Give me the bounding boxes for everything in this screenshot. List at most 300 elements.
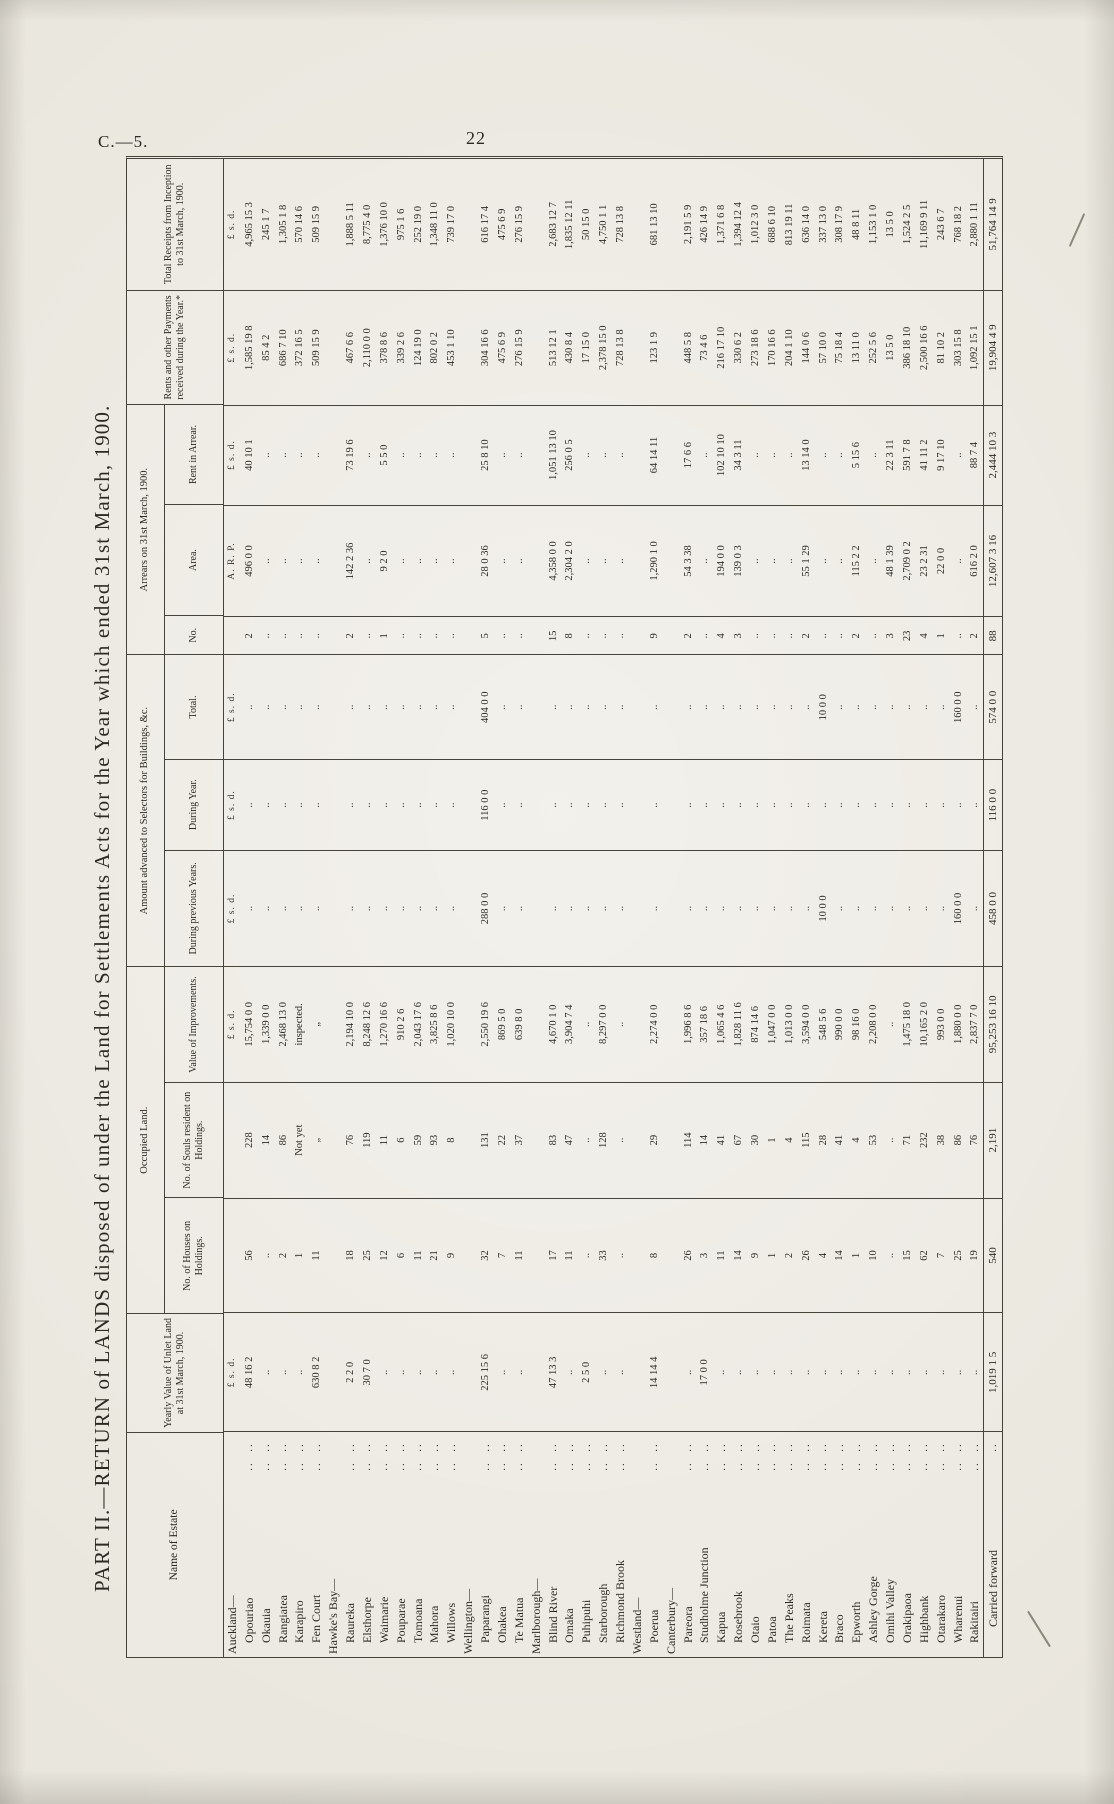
data-cell-s: 4	[781, 1083, 798, 1199]
dot-leader: .. ..	[547, 1442, 560, 1471]
data-cell-r: 448 5 8	[680, 291, 697, 406]
data-cell-ar	[663, 506, 680, 618]
data-cell-no: ..	[747, 617, 764, 655]
data-cell-ar: ..	[292, 506, 309, 618]
data-cell-ap: ..	[292, 851, 309, 967]
data-cell-y: 2 5 0	[578, 1313, 595, 1432]
data-cell-t: 1,371 6 8	[713, 159, 730, 291]
data-cell-at: ..	[916, 655, 933, 760]
data-cell-no: 2	[798, 617, 815, 655]
estate-row	[815, 159, 832, 1657]
data-cell-s: 115	[798, 1083, 815, 1199]
data-cell-t	[629, 159, 646, 291]
data-cell-ap	[528, 851, 545, 967]
data-cell-t: 728 13 8	[612, 159, 629, 291]
data-cell-at: ..	[646, 655, 663, 760]
data-cell-y: ..	[798, 1313, 815, 1432]
data-cell-h: 3	[697, 1199, 714, 1314]
data-cell-ar: ..	[308, 506, 325, 618]
data-cell-ay: ..	[832, 760, 849, 851]
col-group-arrears-label: Arrears on 31st March, 1900.	[127, 405, 165, 654]
data-cell-s: 38	[933, 1083, 950, 1199]
data-cell-y: 48 16 2	[241, 1313, 258, 1432]
data-cell-s: 93	[427, 1083, 444, 1199]
data-cell-ap: ..	[443, 851, 460, 967]
estate-row	[595, 159, 612, 1657]
data-cell-ar: ..	[275, 506, 292, 618]
estate-name-cell: Auckland—	[224, 1595, 239, 1654]
data-cell-at: ..	[730, 655, 747, 760]
estate-name-cell: Omaka .. ..	[562, 1442, 577, 1643]
col-header-rents-received: Rents and other Payments received during the Year.*	[127, 291, 223, 406]
data-cell-t: 243 6 7	[933, 159, 950, 291]
estate-row	[646, 159, 663, 1657]
data-cell-t: 4,965 15 3	[241, 159, 258, 291]
data-cell-r: 475 6 9	[494, 291, 511, 406]
data-cell-no: ..	[443, 617, 460, 655]
data-cell-ay	[325, 760, 342, 851]
data-cell-h: 11	[562, 1199, 579, 1314]
data-cell-h: 33	[595, 1199, 612, 1314]
data-cell-ra: ..	[950, 406, 967, 506]
data-cell-v	[629, 967, 646, 1083]
dot-leader: .. ..	[833, 1442, 846, 1471]
data-cell-at: ..	[308, 655, 325, 760]
data-cell-r: 430 8 4	[562, 291, 579, 406]
dot-leader: .. ..	[901, 1442, 914, 1471]
data-cell-y: ..	[865, 1313, 882, 1432]
dot-leader: .. ..	[867, 1442, 880, 1471]
data-cell-v: 10,165 2 0	[916, 967, 933, 1083]
data-cell-t	[460, 159, 477, 291]
data-cell-y: 630 8 2	[308, 1313, 325, 1432]
data-cell-h: 11	[308, 1199, 325, 1314]
data-cell-no: ..	[612, 617, 629, 655]
estate-name-cell: Braco .. ..	[832, 1442, 847, 1643]
data-cell-ay: ..	[578, 760, 595, 851]
total-cell-at: 574 0 0	[984, 655, 1002, 760]
data-cell-r: 467 6 6	[342, 291, 359, 406]
data-cell-h: 32	[477, 1199, 494, 1314]
data-cell-ar: 23 2 31	[916, 506, 933, 618]
data-cell-h: ..	[578, 1199, 595, 1314]
estate-name-cell: Otaio .. ..	[748, 1442, 763, 1643]
col-header-advanced-year: During Year.	[165, 760, 223, 851]
data-cell-ar: ..	[747, 506, 764, 618]
data-cell-at: ..	[275, 655, 292, 760]
dot-leader: .. ..	[445, 1442, 458, 1471]
data-cell-no: 15	[545, 617, 562, 655]
data-cell-t: 768 18 2	[950, 159, 967, 291]
data-cell-ay: ..	[612, 760, 629, 851]
total-cell-h: 540	[984, 1199, 1002, 1314]
dot-leader: .. ..	[412, 1442, 425, 1471]
data-cell-ay: ..	[308, 760, 325, 851]
data-cell-h	[629, 1199, 646, 1314]
data-cell-r: £ s. d.	[224, 291, 241, 406]
data-cell-t: 975 1 6	[393, 159, 410, 291]
table-title: PART II.—RETURN of LANDS disposed of under the Land for Settlements Acts for the Year which ended 31st March, 1900.	[90, 404, 114, 1592]
data-cell-ra	[325, 406, 342, 506]
data-cell-y	[460, 1313, 477, 1432]
data-cell-no: ..	[781, 617, 798, 655]
data-cell-h: 11	[410, 1199, 427, 1314]
total-cell-ra: 2,444 10 3	[984, 406, 1002, 506]
estate-name-cell: Studholme Junction .. ..	[697, 1442, 712, 1643]
data-cell-r: 170 16 6	[764, 291, 781, 406]
data-cell-h	[663, 1199, 680, 1314]
estate-name-cell: Elsthorpe .. ..	[359, 1442, 374, 1643]
data-cell-t: 2,191 5 9	[680, 159, 697, 291]
data-cell-v: 869 5 0	[494, 967, 511, 1083]
data-cell-ra: ..	[410, 406, 427, 506]
data-cell-no: ..	[697, 617, 714, 655]
estate-row	[730, 159, 747, 1657]
data-cell-t: 475 6 9	[494, 159, 511, 291]
data-cell-ay: ..	[595, 760, 612, 851]
data-cell-h: 62	[916, 1199, 933, 1314]
data-cell-ar: ..	[393, 506, 410, 618]
data-cell-ra: 1,051 13 10	[545, 406, 562, 506]
data-cell-r	[325, 291, 342, 406]
data-cell-ap: ..	[562, 851, 579, 967]
data-cell-ay: ..	[427, 760, 444, 851]
data-cell-h: 7	[494, 1199, 511, 1314]
data-cell-at: ..	[832, 655, 849, 760]
data-cell-at: 404 0 0	[477, 655, 494, 760]
data-cell-r	[629, 291, 646, 406]
data-cell-ar: ..	[578, 506, 595, 618]
estate-row	[713, 159, 730, 1657]
data-cell-ra: 73 19 6	[342, 406, 359, 506]
data-cell-ay: ..	[376, 760, 393, 851]
data-cell-h: 14	[730, 1199, 747, 1314]
data-cell-r: 13 11 0	[848, 291, 865, 406]
data-cell-r: 304 16 6	[477, 291, 494, 406]
data-cell-v: 639 8 0	[511, 967, 528, 1083]
data-cell-y: ..	[848, 1313, 865, 1432]
data-cell-ar	[460, 506, 477, 618]
data-cell-y: ..	[832, 1313, 849, 1432]
data-cell-ra: ..	[359, 406, 376, 506]
col-group-amount-advanced-label: Amount advanced to Selectors for Buildings, &c.	[127, 655, 165, 966]
data-cell-y: ..	[410, 1313, 427, 1432]
data-cell-ap: £ s. d.	[224, 851, 241, 967]
data-cell-s: 83	[545, 1083, 562, 1199]
data-cell-ra	[663, 406, 680, 506]
data-cell-h: 56	[241, 1199, 258, 1314]
estate-row	[511, 159, 528, 1657]
data-cell-at: £ s. d.	[224, 655, 241, 760]
col-header-arrears-area: Area.	[165, 505, 223, 617]
data-cell-v: „	[308, 967, 325, 1083]
estate-name-cell: Karapiro .. ..	[292, 1442, 307, 1643]
data-cell-r: 57 10 0	[815, 291, 832, 406]
data-cell-no	[325, 617, 342, 655]
data-cell-v: £ s. d.	[224, 967, 241, 1083]
estate-name-cell: Pareora .. ..	[680, 1442, 695, 1643]
data-cell-no: ..	[595, 617, 612, 655]
data-cell-ap: ..	[410, 851, 427, 967]
data-cell-ay: ..	[933, 760, 950, 851]
estate-name-cell: Okauia .. ..	[258, 1442, 273, 1643]
data-cell-s: 114	[680, 1083, 697, 1199]
data-cell-ay	[629, 760, 646, 851]
data-cell-no: 9	[646, 617, 663, 655]
data-cell-t: 276 15 9	[511, 159, 528, 291]
data-cell-r: 2,378 15 0	[595, 291, 612, 406]
data-cell-no	[663, 617, 680, 655]
data-cell-y	[629, 1313, 646, 1432]
data-cell-ay: ..	[680, 760, 697, 851]
estate-name-cell: Raureka .. ..	[343, 1442, 358, 1643]
data-cell-v: ..	[612, 967, 629, 1083]
estate-name-cell: Westland—	[629, 1597, 644, 1654]
data-cell-v: 2,194 10 0	[342, 967, 359, 1083]
data-cell-no: ..	[292, 617, 309, 655]
data-cell-at: ..	[410, 655, 427, 760]
data-cell-ap: ..	[241, 851, 258, 967]
estate-row	[950, 159, 967, 1657]
estate-row	[292, 159, 309, 1657]
data-cell-y: ..	[781, 1313, 798, 1432]
data-cell-at: ..	[747, 655, 764, 760]
data-cell-h: 11	[713, 1199, 730, 1314]
data-cell-ay: ..	[443, 760, 460, 851]
data-cell-y: ..	[899, 1313, 916, 1432]
estate-name-cell: Wharenui .. ..	[950, 1442, 965, 1643]
data-cell-at: ..	[376, 655, 393, 760]
data-cell-s: 128	[595, 1083, 612, 1199]
data-cell-v	[663, 967, 680, 1083]
data-cell-r	[460, 291, 477, 406]
dot-leader: .. ..	[580, 1442, 593, 1471]
data-cell-v: 1,065 4 6	[713, 967, 730, 1083]
rotated-table-area	[88, 158, 1010, 1658]
data-cell-no: ..	[764, 617, 781, 655]
data-cell-s: 76	[342, 1083, 359, 1199]
dot-leader: .. ..	[935, 1442, 948, 1471]
estate-row	[933, 159, 950, 1657]
data-cell-v	[325, 967, 342, 1083]
data-cell-s: ..	[612, 1083, 629, 1199]
data-cell-at	[528, 655, 545, 760]
data-cell-at: ..	[562, 655, 579, 760]
data-cell-ay: ..	[730, 760, 747, 851]
data-cell-no: 2	[848, 617, 865, 655]
data-cell-ra: ..	[258, 406, 275, 506]
data-cell-ar	[629, 506, 646, 618]
data-cell-no: 2	[241, 617, 258, 655]
data-cell-y: ..	[443, 1313, 460, 1432]
data-cell-at: ..	[258, 655, 275, 760]
data-cell-t: 308 17 9	[832, 159, 849, 291]
data-cell-ap: ..	[494, 851, 511, 967]
data-cell-v: 1,828 11 6	[730, 967, 747, 1083]
estate-name-cell: Epworth .. ..	[849, 1442, 864, 1643]
data-cell-ra: 88 7 4	[967, 406, 984, 506]
data-cell-r: 73 4 6	[697, 291, 714, 406]
data-cell-t: 739 17 0	[443, 159, 460, 291]
data-cell-s: 41	[832, 1083, 849, 1199]
data-cell-v: 1,270 16 6	[376, 967, 393, 1083]
data-cell-s: 86	[950, 1083, 967, 1199]
data-cell-at: ..	[967, 655, 984, 760]
data-cell-s: 37	[511, 1083, 528, 1199]
dot-leader: .. ..	[749, 1442, 762, 1471]
data-cell-t: 1,394 12 4	[730, 159, 747, 291]
data-cell-h: ..	[612, 1199, 629, 1314]
data-cell-at	[460, 655, 477, 760]
dot-leader: .. ..	[952, 1442, 965, 1471]
data-cell-ra: ..	[764, 406, 781, 506]
data-cell-v: inspected.	[292, 967, 309, 1083]
data-cell-ap: ..	[376, 851, 393, 967]
data-cell-v: 1,996 8 6	[680, 967, 697, 1083]
data-cell-v: 910 2 6	[393, 967, 410, 1083]
estate-name-cell: Te Matua .. ..	[511, 1442, 526, 1643]
col-header-houses: No. of Houses on Holdings.	[182, 1220, 205, 1291]
estate-row	[545, 159, 562, 1657]
estate-row	[899, 159, 916, 1657]
data-cell-no	[528, 617, 545, 655]
data-cell-y: ..	[494, 1313, 511, 1432]
data-cell-at: 10 0 0	[815, 655, 832, 760]
data-cell-ap: ..	[747, 851, 764, 967]
total-cell-ar: 12,607 3 16	[984, 506, 1002, 618]
data-cell-at: ..	[595, 655, 612, 760]
pen-backslash-mark	[1027, 1611, 1051, 1648]
estate-name-cell: Richmond Brook .. ..	[613, 1442, 628, 1643]
data-cell-t	[325, 159, 342, 291]
data-cell-ap: ..	[258, 851, 275, 967]
data-cell-ay: ..	[393, 760, 410, 851]
data-cell-ar: 496 0 0	[241, 506, 258, 618]
data-cell-no: ..	[578, 617, 595, 655]
data-cell-v: ..	[882, 967, 899, 1083]
data-cell-at	[325, 655, 342, 760]
data-cell-ay	[663, 760, 680, 851]
data-cell-y: ..	[612, 1313, 629, 1432]
dot-leader: .. ..	[378, 1442, 391, 1471]
dot-leader: .. ..	[850, 1442, 863, 1471]
settlements-return-table	[126, 156, 1003, 1658]
data-cell-v: 990 0 0	[832, 967, 849, 1083]
data-cell-v: 993 0 0	[933, 967, 950, 1083]
estate-row	[798, 159, 815, 1657]
data-cell-r: 124 19 0	[410, 291, 427, 406]
data-cell-s	[528, 1083, 545, 1199]
data-cell-h: 8	[646, 1199, 663, 1314]
data-cell-s	[224, 1083, 241, 1199]
district-group-row	[325, 159, 342, 1657]
data-cell-ay: ..	[916, 760, 933, 851]
data-cell-s	[325, 1083, 342, 1199]
data-cell-s: ..	[882, 1083, 899, 1199]
dot-leader: .. ..	[783, 1442, 796, 1471]
data-cell-ar: ..	[494, 506, 511, 618]
data-cell-ar: ..	[427, 506, 444, 618]
data-cell-ap: ..	[882, 851, 899, 967]
data-cell-s: 1	[764, 1083, 781, 1199]
data-cell-s: Not yet	[292, 1083, 309, 1199]
dot-leader: .. ..	[614, 1442, 627, 1471]
data-cell-at: ..	[612, 655, 629, 760]
data-cell-ay: ..	[747, 760, 764, 851]
data-cell-ra: ..	[494, 406, 511, 506]
pen-slash-mark	[1069, 213, 1085, 247]
data-cell-r: 144 0 6	[798, 291, 815, 406]
data-cell-h: 4	[815, 1199, 832, 1314]
data-cell-at: ..	[933, 655, 950, 760]
data-cell-ar: 115 2 2	[848, 506, 865, 618]
data-cell-s	[663, 1083, 680, 1199]
data-cell-ar: ..	[815, 506, 832, 618]
data-cell-no	[224, 617, 241, 655]
estate-name-cell: Highbank .. ..	[916, 1442, 931, 1643]
data-cell-ra: 5 5 0	[376, 406, 393, 506]
data-cell-no: ..	[308, 617, 325, 655]
data-cell-ar: 139 0 3	[730, 506, 747, 618]
data-cell-ra: 256 0 5	[562, 406, 579, 506]
data-cell-ar: 1,290 1 0	[646, 506, 663, 618]
data-cell-ra	[629, 406, 646, 506]
data-cell-ap	[629, 851, 646, 967]
data-cell-ar: ..	[697, 506, 714, 618]
data-cell-y: ..	[393, 1313, 410, 1432]
estate-row	[258, 159, 275, 1657]
data-cell-ra: 9 17 10	[933, 406, 950, 506]
data-cell-at: ..	[359, 655, 376, 760]
data-cell-s: 131	[477, 1083, 494, 1199]
data-cell-y: 225 15 6	[477, 1313, 494, 1432]
data-cell-h: 26	[680, 1199, 697, 1314]
data-cell-r: 303 15 8	[950, 291, 967, 406]
data-cell-y: ..	[680, 1313, 697, 1432]
data-cell-ap	[663, 851, 680, 967]
data-cell-ra: 40 10 1	[241, 406, 258, 506]
data-cell-r: 2,110 0 0	[359, 291, 376, 406]
data-cell-h: 15	[899, 1199, 916, 1314]
data-cell-ay: ..	[562, 760, 579, 851]
data-cell-y	[528, 1313, 545, 1432]
data-cell-ay: ..	[292, 760, 309, 851]
data-cell-h: 2	[275, 1199, 292, 1314]
data-cell-ap: ..	[393, 851, 410, 967]
data-cell-ap: ..	[646, 851, 663, 967]
data-cell-at: ..	[899, 655, 916, 760]
data-cell-h	[528, 1199, 545, 1314]
estate-row	[764, 159, 781, 1657]
data-cell-at: ..	[798, 655, 815, 760]
data-cell-ap: ..	[713, 851, 730, 967]
data-cell-y: ..	[275, 1313, 292, 1432]
data-cell-y: ..	[815, 1313, 832, 1432]
data-cell-no: 4	[713, 617, 730, 655]
data-cell-y: ..	[764, 1313, 781, 1432]
data-cell-ay: ..	[764, 760, 781, 851]
estate-row	[562, 159, 579, 1657]
data-cell-ra: ..	[815, 406, 832, 506]
data-cell-ra: 64 14 11	[646, 406, 663, 506]
table-body	[224, 159, 1002, 1657]
data-cell-ar: ..	[950, 506, 967, 618]
data-cell-ay: ..	[899, 760, 916, 851]
data-cell-ar: ..	[764, 506, 781, 618]
estate-row	[376, 159, 393, 1657]
data-cell-ay: ..	[781, 760, 798, 851]
data-cell-s: 41	[713, 1083, 730, 1199]
